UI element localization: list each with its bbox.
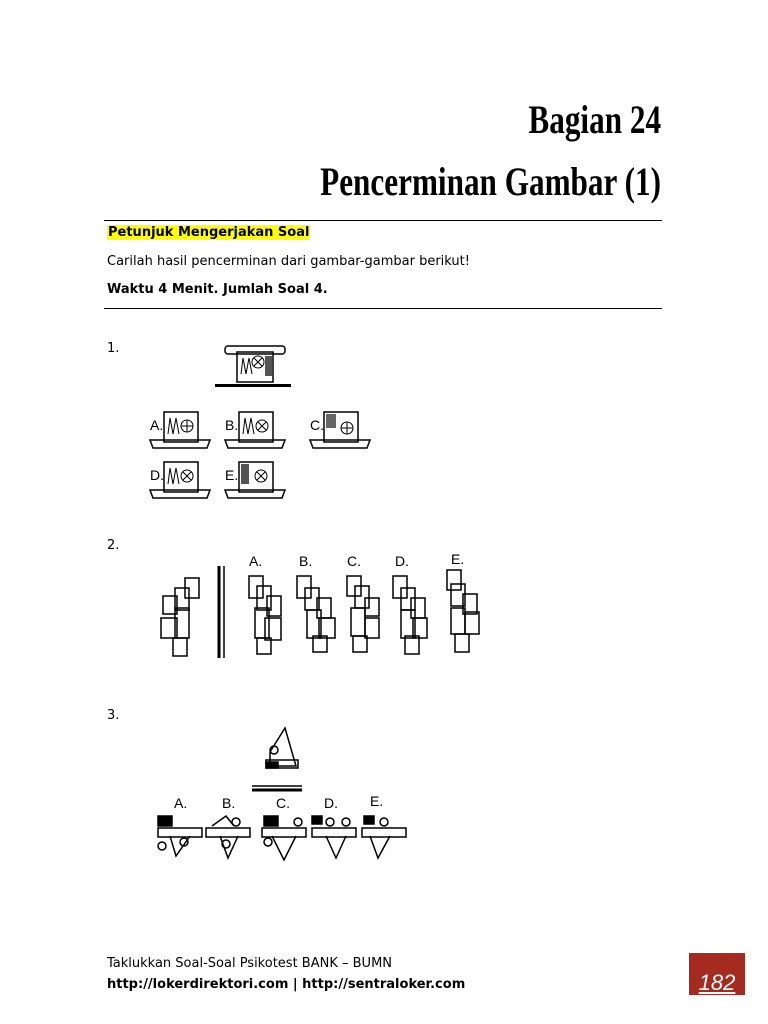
triangle-option-a bbox=[158, 816, 202, 856]
footer-title: Taklukkan Soal-Soal Psikotest BANK – BUMN bbox=[107, 956, 393, 971]
question-2-figure bbox=[155, 548, 495, 663]
instructions-text: Carilah hasil pencerminan dari gambar-gambar berikut! bbox=[107, 254, 470, 269]
footer-links: http://lokerdirektori.com | http://sentraloker.com bbox=[107, 977, 466, 992]
boxes-figure-question bbox=[161, 578, 199, 656]
section-title: Bagian 24 bbox=[528, 97, 661, 142]
page-number: 182 bbox=[689, 953, 745, 995]
boxes-option-d bbox=[393, 576, 427, 654]
question-3-figure bbox=[150, 722, 410, 867]
top-divider bbox=[104, 220, 662, 221]
option-label: B. bbox=[225, 417, 239, 433]
option-label: B. bbox=[222, 795, 236, 811]
option-label: E. bbox=[451, 551, 465, 567]
option-label: B. bbox=[299, 553, 313, 569]
option-label: A. bbox=[150, 417, 164, 433]
hat-option-a bbox=[150, 412, 210, 448]
option-label: E. bbox=[225, 467, 239, 483]
triangle-option-e bbox=[362, 816, 406, 858]
question-number: 3. bbox=[107, 708, 120, 723]
option-label: C. bbox=[276, 795, 290, 811]
question-number: 2. bbox=[107, 538, 120, 553]
option-label: E. bbox=[370, 793, 384, 809]
hat-option-e bbox=[225, 462, 285, 498]
hat-option-d bbox=[150, 462, 210, 498]
triangle-option-b bbox=[206, 816, 250, 858]
option-label: A. bbox=[249, 553, 263, 569]
mirror-line bbox=[215, 384, 291, 387]
boxes-option-e bbox=[447, 570, 479, 652]
option-label: D. bbox=[150, 467, 164, 483]
hat-figure-question bbox=[225, 346, 285, 382]
question-1-figure bbox=[140, 338, 380, 518]
chapter-title: Pencerminan Gambar (1) bbox=[320, 159, 661, 204]
bottom-divider bbox=[104, 308, 662, 309]
option-label: D. bbox=[395, 553, 409, 569]
hat-option-b bbox=[225, 412, 285, 448]
option-label: A. bbox=[174, 795, 188, 811]
option-label: D. bbox=[324, 795, 338, 811]
question-number: 1. bbox=[107, 341, 120, 356]
triangle-figure-question bbox=[266, 728, 298, 768]
time-limit: Waktu 4 Menit. Jumlah Soal 4. bbox=[107, 282, 328, 297]
hat-option-c bbox=[310, 412, 370, 448]
option-label: C. bbox=[310, 417, 324, 433]
instructions-heading: Petunjuk Mengerjakan Soal bbox=[108, 225, 310, 240]
boxes-option-a bbox=[249, 576, 281, 654]
triangle-option-c bbox=[262, 816, 306, 860]
boxes-option-c bbox=[347, 576, 379, 652]
boxes-option-b bbox=[297, 576, 335, 652]
triangle-option-d bbox=[312, 816, 356, 858]
option-label: C. bbox=[347, 553, 361, 569]
